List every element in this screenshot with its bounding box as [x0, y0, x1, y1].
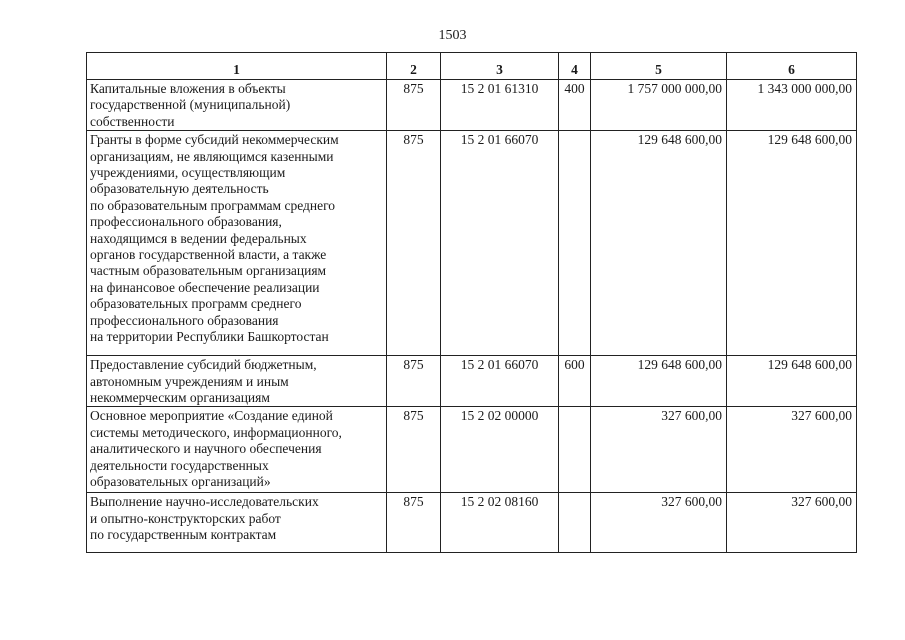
row-admin-code: 875 — [387, 131, 441, 356]
header-col-4: 4 — [559, 53, 591, 80]
row-amount-2: 1 343 000 000,00 — [727, 80, 857, 131]
row-name: Основное мероприятие «Создание единой системы методического, информационного, аналитического и научного обеспечения деятельности государственных образовательных организаций» — [87, 407, 387, 493]
row-amount-1: 129 648 600,00 — [591, 131, 727, 356]
row-amount-2: 129 648 600,00 — [727, 356, 857, 407]
row-target-code: 15 2 02 08160 — [441, 493, 559, 553]
header-col-1: 1 — [87, 53, 387, 80]
row-expense-type — [559, 407, 591, 493]
row-name: Гранты в форме субсидий некоммерческим организациям, не являющимся казенными учреждениями, осуществляющим образовательную деятельность по образовательным программам среднего профессионального образования, находящимся в ведении федеральных органов государственной власти, а также частным образовательным организациям на финансовое обеспечение реализации образовательных программ среднего профессионального образования на территории Республики Башкортостан — [87, 131, 387, 356]
header-col-5: 5 — [591, 53, 727, 80]
table-header-row — [87, 53, 857, 80]
row-amount-1: 327 600,00 — [591, 407, 727, 493]
row-amount-1: 327 600,00 — [591, 493, 727, 553]
row-admin-code: 875 — [387, 356, 441, 407]
table-row — [87, 131, 857, 356]
row-name: Капитальные вложения в объекты государственной (муниципальной) собственности — [87, 80, 387, 131]
row-target-code: 15 2 01 61310 — [441, 80, 559, 131]
row-amount-2: 327 600,00 — [727, 407, 857, 493]
row-admin-code: 875 — [387, 493, 441, 553]
row-admin-code: 875 — [387, 407, 441, 493]
row-target-code: 15 2 02 00000 — [441, 407, 559, 493]
row-amount-1: 129 648 600,00 — [591, 356, 727, 407]
table-row — [87, 356, 857, 407]
table-row — [87, 407, 857, 493]
row-name: Выполнение научно-исследовательских и опытно-конструкторских работ по государственным контрактам — [87, 493, 387, 553]
row-amount-2: 327 600,00 — [727, 493, 857, 553]
row-expense-type: 400 — [559, 80, 591, 131]
row-target-code: 15 2 01 66070 — [441, 131, 559, 356]
row-target-code: 15 2 01 66070 — [441, 356, 559, 407]
table-row — [87, 493, 857, 553]
row-expense-type — [559, 493, 591, 553]
row-name: Предоставление субсидий бюджетным, автономным учреждениям и иным некоммерческим организациям — [87, 356, 387, 407]
header-col-3: 3 — [441, 53, 559, 80]
table-row — [87, 80, 857, 131]
header-col-6: 6 — [727, 53, 857, 80]
row-expense-type: 600 — [559, 356, 591, 407]
page-number: 1503 — [438, 28, 467, 43]
row-expense-type — [559, 131, 591, 356]
budget-table — [86, 52, 857, 553]
row-amount-2: 129 648 600,00 — [727, 131, 857, 356]
row-amount-1: 1 757 000 000,00 — [591, 80, 727, 131]
row-admin-code: 875 — [387, 80, 441, 131]
header-col-2: 2 — [387, 53, 441, 80]
